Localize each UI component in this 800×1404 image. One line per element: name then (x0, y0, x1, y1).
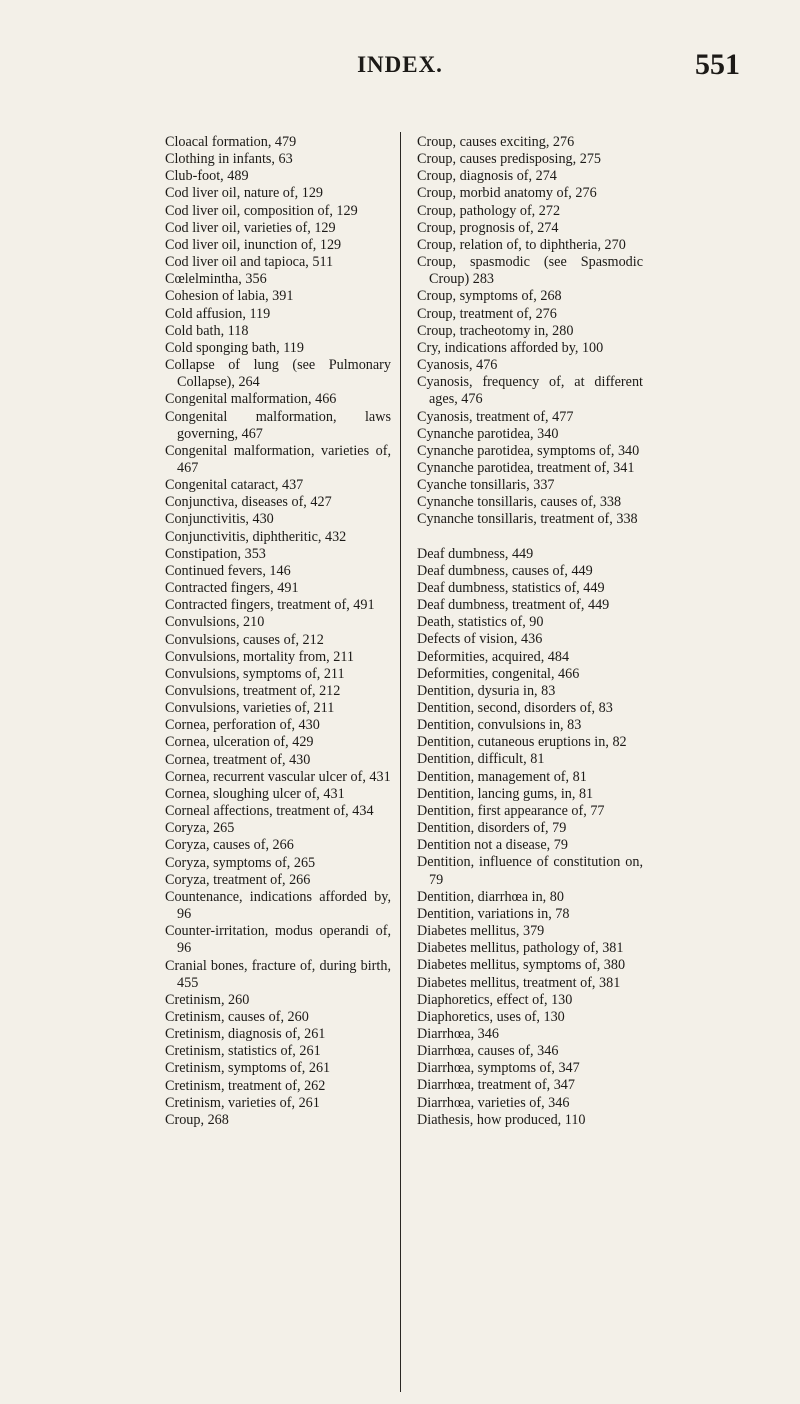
index-entry: Contracted fingers, treatment of, 491 (165, 597, 375, 614)
index-entry: Diarrhœa, varieties of, 346 (417, 1094, 570, 1111)
index-entry: Cloacal formation, 479 (165, 134, 297, 150)
index-entry: Deaf dumbness, treatment of, 449 (417, 597, 610, 614)
index-entry: Cornea, ulceration of, 429 (165, 734, 314, 751)
index-entry: Cyanosis, frequency of, at different ages, 476 (417, 374, 643, 408)
page-number: 551 (695, 48, 740, 81)
index-entry: Cretinism, varieties of, 261 (165, 1094, 320, 1111)
index-entry: Cornea, perforation of, 430 (165, 717, 320, 734)
index-entry: Dentition, influence of constitution on, 79 (417, 854, 643, 888)
index-entry: Deformities, congenital, 466 (417, 665, 580, 682)
index-entry: Clothing in infants, 63 (165, 151, 293, 168)
right-column (417, 134, 643, 1129)
index-entry: Deaf dumbness, statistics of, 449 (417, 579, 605, 596)
index-entry: Dentition, first appearance of, 77 (417, 802, 605, 819)
index-entry: Croup, diagnosis of, 274 (417, 168, 557, 185)
index-entry: Croup, pathology of, 272 (417, 202, 561, 219)
index-entry: Death, statistics of, 90 (417, 614, 544, 631)
index-entry: Deformities, acquired, 484 (417, 648, 570, 665)
index-entry: Cornea, recurrent vascular ulcer of, 431 (165, 768, 391, 785)
index-entry: Croup, morbid anatomy of, 276 (417, 185, 597, 202)
index-entry: Cornea, treatment of, 430 (165, 751, 311, 768)
page-header (60, 48, 740, 84)
index-entry: Diaphoretics, effect of, 130 (417, 991, 573, 1008)
index-entry: Cynanche tonsillaris, treatment of, 338 (417, 511, 638, 528)
index-entry: Constipation, 353 (165, 545, 266, 562)
index-entry: Coryza, causes of, 266 (165, 837, 294, 854)
index-entry: Contracted fingers, 491 (165, 580, 299, 597)
index-entry: Congenital cataract, 437 (165, 477, 304, 494)
index-entry: Coryza, treatment of, 266 (165, 871, 311, 888)
index-entry: Diabetes mellitus, treatment of, 381 (417, 974, 621, 991)
index-entry: Cyanosis, 476 (417, 357, 498, 374)
index-entry: Convulsions, symptoms of, 211 (165, 665, 345, 682)
index-entry: Cretinism, 260 (165, 991, 250, 1008)
index-entry: Dentition, second, disorders of, 83 (417, 700, 613, 716)
index-entry: Convulsions, 210 (165, 614, 265, 631)
index-entry: Croup, causes exciting, 276 (417, 134, 575, 150)
index-entry: Deaf dumbness, 449 (417, 545, 534, 562)
index-entry: Cretinism, diagnosis of, 261 (165, 1026, 326, 1043)
index-entry: Convulsions, treatment of, 212 (165, 683, 341, 699)
index-entry: Congenital malformation, varieties of, 467 (165, 442, 391, 476)
index-entry: Croup, prognosis of, 274 (417, 219, 559, 236)
index-entry: Convulsions, varieties of, 211 (165, 700, 335, 717)
index-entry: Diarrhœa, symptoms of, 347 (417, 1060, 580, 1077)
index-entry: Congenital malformation, laws governing, 467 (165, 408, 391, 442)
index-entry: Collapse of lung (see Pulmonary Collapse), 264 (165, 357, 391, 391)
index-entry: Diabetes mellitus, symptoms of, 380 (417, 957, 626, 974)
index-entry: Countenance, indications afforded by, 96 (165, 888, 391, 923)
index-entry: Dentition not a disease, 79 (417, 837, 568, 854)
index-entry: Congenital malformation, 466 (165, 391, 337, 408)
index-entry: Croup, relation of, to diphtheria, 270 (417, 236, 626, 253)
index-entry: Dentition, convulsions in, 83 (417, 717, 582, 734)
index-entry: Diabetes mellitus, 379 (417, 923, 545, 940)
index-entry: Dentition, variations in, 78 (417, 905, 570, 922)
index-entry: Cod liver oil, nature of, 129 (165, 185, 324, 202)
index-entry: Diarrhœa, 346 (417, 1025, 499, 1042)
index-entry: Cyanosis, treatment of, 477 (417, 408, 574, 425)
index-entry: Cold affusion, 119 (165, 305, 271, 322)
index-entry: Cretinism, statistics of, 261 (165, 1043, 321, 1060)
index-entry: Diaphoretics, uses of, 130 (417, 1008, 565, 1025)
index-entry: Defects of vision, 436 (417, 631, 543, 648)
index-entry: Croup, 268 (165, 1111, 229, 1128)
index-entry: Cod liver oil, inunction of, 129 (165, 236, 342, 253)
index-entry: Diarrhœa, treatment of, 347 (417, 1077, 575, 1094)
index-entry: Cod liver oil, composition of, 129 (165, 202, 358, 219)
index-entry: Cold bath, 118 (165, 322, 249, 339)
index-entry: Convulsions, mortality from, 211 (165, 648, 355, 665)
index-entry: Convulsions, causes of, 212 (165, 631, 324, 648)
section-gap (417, 529, 643, 546)
index-entry: Diarrhœa, causes of, 346 (417, 1043, 559, 1060)
index-entry: Cold sponging bath, 119 (165, 339, 304, 356)
index-entry: Cod liver oil and tapioca, 511 (165, 254, 334, 271)
index-entry: Conjunctivitis, diphtheritic, 432 (165, 528, 347, 545)
index-entry: Dentition, diarrhœa in, 80 (417, 888, 564, 905)
index-entry: Cornea, sloughing ulcer of, 431 (165, 785, 345, 802)
d-entries (417, 546, 643, 1129)
column-divider (400, 132, 401, 1392)
index-entry: Club-foot, 489 (165, 168, 249, 185)
index-entry: Dentition, management of, 81 (417, 768, 587, 785)
index-entry: Cretinism, causes of, 260 (165, 1008, 309, 1025)
index-entry: Diabetes mellitus, pathology of, 381 (417, 940, 624, 957)
index-entry: Croup, causes predisposing, 275 (417, 151, 602, 168)
index-entry: Coryza, 265 (165, 820, 235, 837)
index-entry: Cod liver oil, varieties of, 129 (165, 219, 336, 236)
index-entry: Conjunctiva, diseases of, 427 (165, 494, 332, 511)
index-entry: Cranial bones, fracture of, during birth, 455 (165, 957, 391, 991)
index-entry: Cynanche parotidea, treatment of, 341 (417, 459, 635, 476)
croup-entries (417, 134, 643, 529)
index-entry: Dentition, dysuria in, 83 (417, 682, 556, 699)
index-entry: Cretinism, symptoms of, 261 (165, 1060, 331, 1077)
index-entry: Dentition, disorders of, 79 (417, 820, 567, 837)
index-entry: Continued fevers, 146 (165, 562, 291, 579)
index-entry: Croup, symptoms of, 268 (417, 288, 562, 305)
index-entry: Conjunctivitis, 430 (165, 511, 274, 528)
index-entry: Cynanche parotidea, 340 (417, 425, 559, 442)
index-entry: Cretinism, treatment of, 262 (165, 1077, 326, 1094)
index-entry: Cry, indications afforded by, 100 (417, 339, 604, 356)
index-entry: Corneal affections, treatment of, 434 (165, 803, 374, 820)
index-entry: Dentition, lancing gums, in, 81 (417, 785, 594, 802)
index-entry: Croup, spasmodic (see Spasmodic Croup) 283 (417, 254, 643, 288)
index-title: INDEX. (357, 52, 443, 77)
index-entry: Cohesion of labia, 391 (165, 288, 294, 305)
index-entry: Croup, treatment of, 276 (417, 305, 557, 322)
index-entry: Counter-irritation, modus operandi of, 96 (165, 923, 391, 957)
index-entry: Diathesis, how produced, 110 (417, 1111, 586, 1128)
index-entry: Cynanche parotidea, symptoms of, 340 (417, 442, 640, 459)
index-entry: Coryza, symptoms of, 265 (165, 854, 316, 871)
index-entry: Cynanche tonsillaris, causes of, 338 (417, 494, 622, 511)
index-entry: Deaf dumbness, causes of, 449 (417, 562, 593, 579)
index-entry: Dentition, difficult, 81 (417, 751, 545, 768)
index-entry: Dentition, cutaneous eruptions in, 82 (417, 734, 627, 751)
index-entry: Croup, tracheotomy in, 280 (417, 322, 574, 339)
index-entry: Cyanche tonsillaris, 337 (417, 477, 555, 494)
index-entry: Cœlelmintha, 356 (165, 271, 267, 288)
left-column (165, 134, 391, 1129)
